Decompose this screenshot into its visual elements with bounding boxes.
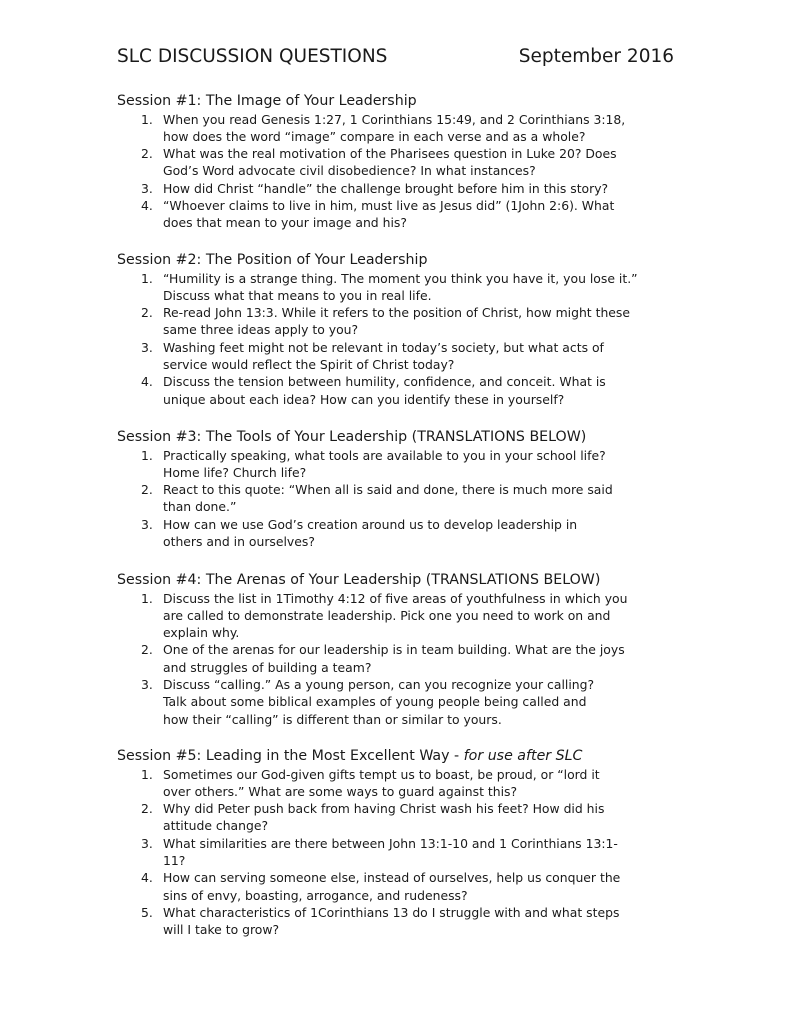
question-item bbox=[117, 447, 697, 482]
question-item bbox=[117, 145, 697, 180]
question-text-line: unique about each idea? How can you identify these in yourself? bbox=[163, 391, 565, 407]
session-3 bbox=[117, 429, 697, 550]
document-header bbox=[117, 46, 674, 76]
question-number: 1. bbox=[141, 590, 153, 606]
session-title-text: Session #1: The Image of Your Leadership bbox=[117, 93, 417, 109]
question-text-line: Sometimes our God-given gifts tempt us to boast, be proud, or “lord it bbox=[163, 766, 600, 782]
question-text-line: Why did Peter push back from having Christ wash his feet? How did his bbox=[163, 801, 605, 817]
question-text-line: “Humility is a strange thing. The moment you think you have it, you lose it.” bbox=[163, 270, 638, 286]
question-text-line: How can serving someone else, instead of ourselves, help us conquer the bbox=[163, 870, 621, 886]
question-item bbox=[117, 766, 697, 801]
question-item bbox=[117, 339, 697, 374]
session-title-text: Session #2: The Position of Your Leadership bbox=[117, 252, 428, 268]
question-number: 3. bbox=[141, 180, 153, 196]
session-title bbox=[117, 748, 697, 766]
question-item bbox=[117, 800, 697, 835]
question-list bbox=[117, 590, 697, 728]
session-title-note: for use after SLC bbox=[463, 748, 583, 764]
question-text-line: God’s Word advocate civil disobedience? In what instances? bbox=[163, 163, 536, 179]
question-item bbox=[117, 270, 697, 305]
question-number: 3. bbox=[141, 677, 153, 693]
question-text-line: than done.” bbox=[163, 499, 237, 515]
question-text-line: explain why. bbox=[163, 625, 240, 641]
question-text-line: Talk about some biblical examples of young people being called and bbox=[163, 694, 587, 710]
question-text-line: attitude change? bbox=[163, 818, 269, 834]
session-title bbox=[117, 572, 697, 590]
document-date: September 2016 bbox=[518, 46, 674, 67]
session-2 bbox=[117, 252, 697, 408]
question-item bbox=[117, 304, 697, 339]
question-number: 2. bbox=[141, 801, 153, 817]
question-item bbox=[117, 111, 697, 146]
question-text-line: What was the real motivation of the Pharisees question in Luke 20? Does bbox=[163, 146, 617, 162]
question-number: 3. bbox=[141, 835, 153, 851]
question-number: 5. bbox=[141, 904, 153, 920]
session-title bbox=[117, 93, 697, 111]
question-text-line: What similarities are there between John 13:1-10 and 1 Corinthians 13:1- bbox=[163, 835, 618, 851]
question-item bbox=[117, 904, 697, 939]
question-text-line: and struggles of building a team? bbox=[163, 659, 372, 675]
question-text-line: how does the word “image” compare in each verse and as a whole? bbox=[163, 128, 586, 144]
question-item bbox=[117, 481, 697, 516]
question-text-line: same three ideas apply to you? bbox=[163, 322, 359, 338]
question-item bbox=[117, 180, 697, 197]
question-number: 4. bbox=[141, 198, 153, 214]
session-4 bbox=[117, 572, 697, 728]
question-text-line: How can we use God’s creation around us to develop leadership in bbox=[163, 516, 578, 532]
question-number: 4. bbox=[141, 374, 153, 390]
question-text-line: Washing feet might not be relevant in today’s society, but what acts of bbox=[163, 339, 604, 355]
question-text-line: When you read Genesis 1:27, 1 Corinthians 15:49, and 2 Corinthians 3:18, bbox=[163, 111, 626, 127]
question-item bbox=[117, 869, 697, 904]
question-number: 3. bbox=[141, 516, 153, 532]
question-text-line: Discuss the list in 1Timothy 4:12 of five areas of youthfulness in which you bbox=[163, 590, 628, 606]
question-text-line: What characteristics of 1Corinthians 13 do I struggle with and what steps bbox=[163, 904, 620, 920]
question-item bbox=[117, 197, 697, 232]
question-text-line: Home life? Church life? bbox=[163, 464, 307, 480]
question-item bbox=[117, 590, 697, 642]
question-text-line: One of the arenas for our leadership is in team building. What are the joys bbox=[163, 642, 625, 658]
question-number: 1. bbox=[141, 270, 153, 286]
question-number: 4. bbox=[141, 870, 153, 886]
question-number: 1. bbox=[141, 111, 153, 127]
question-text-line: how their “calling” is different than or similar to yours. bbox=[163, 711, 502, 727]
question-number: 2. bbox=[141, 305, 153, 321]
question-list bbox=[117, 270, 697, 408]
question-number: 1. bbox=[141, 447, 153, 463]
question-text-line: Discuss “calling.” As a young person, can you recognize your calling? bbox=[163, 677, 595, 693]
session-title-text: Session #5: Leading in the Most Excellent Way - bbox=[117, 748, 464, 764]
session-title bbox=[117, 252, 697, 270]
session-title-text: Session #4: The Arenas of Your Leadership (TRANSLATIONS BELOW) bbox=[117, 572, 601, 588]
question-text-line: sins of envy, boasting, arrogance, and rudeness? bbox=[163, 887, 468, 903]
question-item bbox=[117, 373, 697, 408]
question-item bbox=[117, 835, 697, 870]
session-1 bbox=[117, 93, 697, 232]
session-5 bbox=[117, 748, 697, 939]
question-text-line: does that mean to your image and his? bbox=[163, 215, 407, 231]
question-text-line: Discuss what that means to you in real life. bbox=[163, 287, 432, 303]
question-text-line: Discuss the tension between humility, confidence, and conceit. What is bbox=[163, 374, 606, 390]
question-text-line: 11? bbox=[163, 853, 186, 869]
question-number: 2. bbox=[141, 146, 153, 162]
question-number: 2. bbox=[141, 482, 153, 498]
question-text-line: over others.” What are some ways to guard against this? bbox=[163, 783, 518, 799]
question-text-line: service would reflect the Spirit of Christ today? bbox=[163, 357, 455, 373]
question-text-line: Re-read John 13:3. While it refers to the position of Christ, how might these bbox=[163, 305, 631, 321]
question-text-line: React to this quote: “When all is said and done, there is much more said bbox=[163, 482, 613, 498]
question-text-line: Practically speaking, what tools are available to you in your school life? bbox=[163, 447, 606, 463]
question-item bbox=[117, 641, 697, 676]
document-title: SLC DISCUSSION QUESTIONS bbox=[117, 46, 388, 67]
question-number: 3. bbox=[141, 339, 153, 355]
question-text-line: will I take to grow? bbox=[163, 922, 280, 938]
question-text-line: are called to demonstrate leadership. Pick one you need to work on and bbox=[163, 607, 611, 623]
question-item bbox=[117, 516, 697, 551]
session-title bbox=[117, 429, 697, 447]
question-number: 1. bbox=[141, 766, 153, 782]
question-text-line: How did Christ “handle” the challenge brought before him in this story? bbox=[163, 180, 609, 196]
question-number: 2. bbox=[141, 642, 153, 658]
question-item bbox=[117, 676, 697, 728]
question-list bbox=[117, 111, 697, 232]
session-title-text: Session #3: The Tools of Your Leadership (TRANSLATIONS BELOW) bbox=[117, 429, 587, 445]
question-text-line: “Whoever claims to live in him, must live as Jesus did” (1John 2:6). What bbox=[163, 198, 615, 214]
question-list bbox=[117, 447, 697, 551]
question-list bbox=[117, 766, 697, 939]
question-text-line: others and in ourselves? bbox=[163, 534, 315, 550]
